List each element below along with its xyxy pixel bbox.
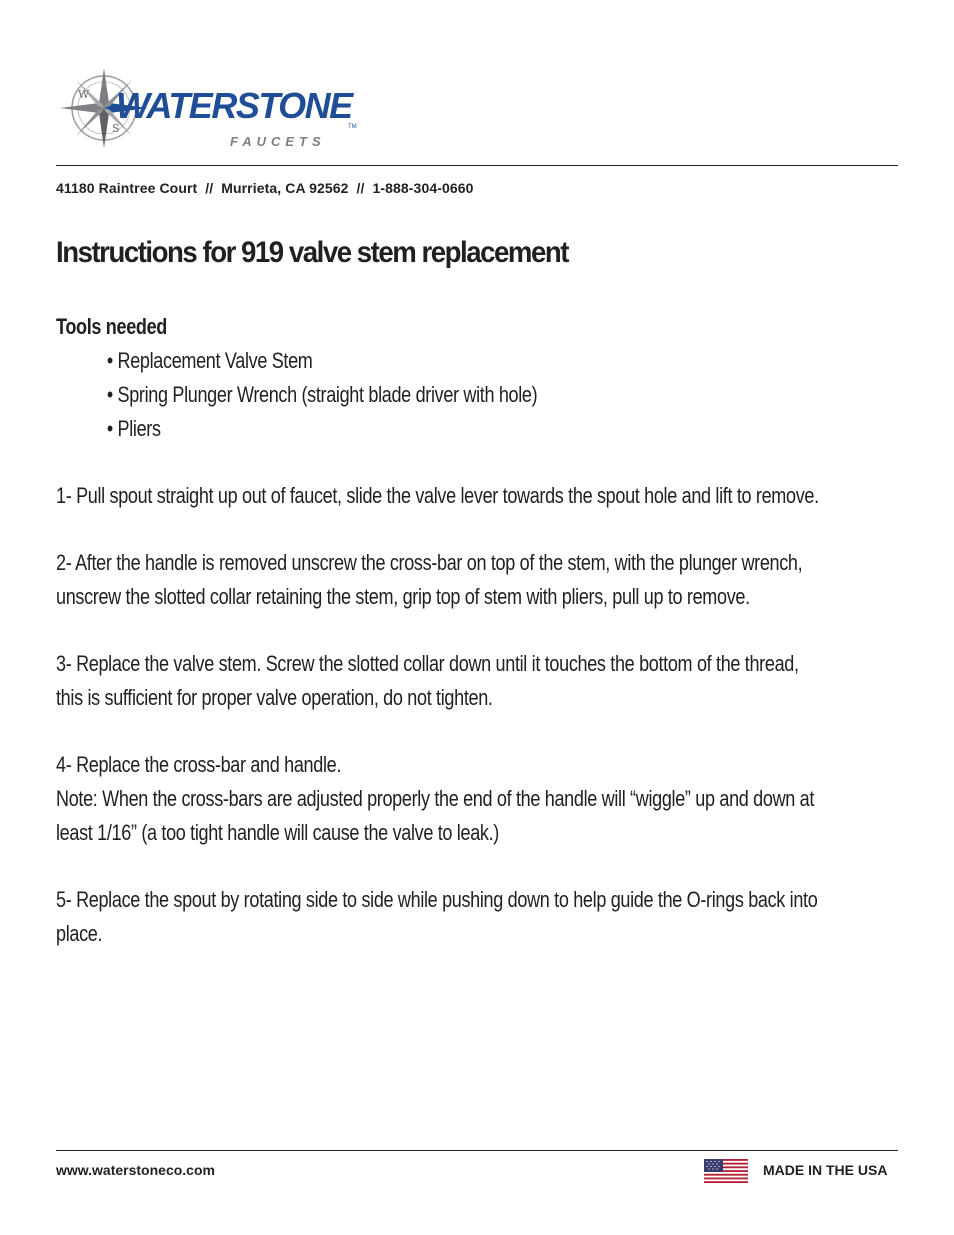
step-2: 2- After the handle is removed unscrew the cross-bar on top of the stem, with the plunger wrench, unscrew the slotted collar retaining the stem, grip top of stem with pliers, pull up to remove. (56, 550, 803, 609)
page-title: Instructions for 919 valve stem replacement (56, 236, 568, 269)
made-in-usa-label: MADE IN THE USA (763, 1162, 888, 1178)
trademark-mark: TM (348, 124, 357, 130)
tools-list (107, 344, 827, 446)
footer-divider (56, 1150, 898, 1151)
compass-letter-s: S (112, 122, 120, 135)
brand-subtitle: FAUCETS (230, 134, 326, 149)
instructions-body (56, 310, 827, 951)
step-3: 3- Replace the valve stem. Screw the slotted collar down until it touches the bottom of the thread, this is sufficient for proper valve operation, do not tighten. (56, 651, 799, 710)
waterstone-logo (56, 66, 366, 156)
tool-item: • Pliers (106, 416, 161, 441)
company-address: 41180 Raintree Court // Murrieta, CA 92562 // 1-888-304-0660 (56, 180, 474, 196)
website-url: www.waterstoneco.com (56, 1162, 215, 1178)
step-5: 5- Replace the spout by rotating side to side while pushing down to help guide the O-rings back into place. (56, 887, 818, 946)
tools-heading: Tools needed (56, 314, 168, 339)
step-4: 4- Replace the cross-bar and handle. (56, 752, 342, 777)
header-divider (56, 165, 898, 166)
us-flag-icon (704, 1159, 748, 1183)
step-4-note: Note: When the cross-bars are adjusted properly the end of the handle will “wiggle” up and down at least 1/16” (a too tight handle will cause the valve to leak.) (56, 786, 815, 845)
compass-letter-w: W (78, 88, 90, 101)
brand-name: WATERSTONE (116, 85, 352, 126)
tool-item: • Replacement Valve Stem (106, 348, 313, 373)
tool-item: • Spring Plunger Wrench (straight blade driver with hole) (106, 382, 538, 407)
step-1: 1- Pull spout straight up out of faucet, slide the valve lever towards the spout hole and lift to remove. (56, 483, 819, 508)
